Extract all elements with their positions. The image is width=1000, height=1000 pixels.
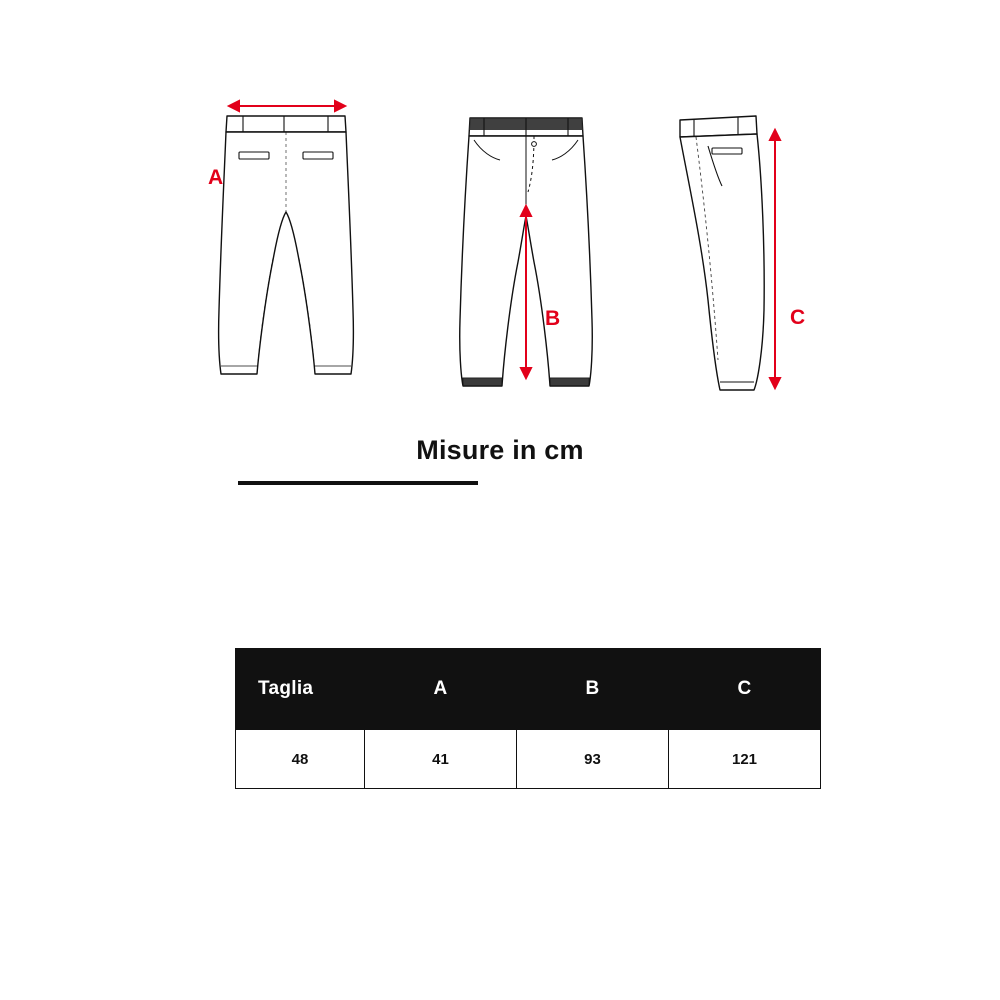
- measure-label-c: C: [790, 306, 806, 329]
- size-table-body: [236, 730, 821, 789]
- caption-underline: [238, 481, 478, 485]
- trousers-back-view: [185, 60, 385, 390]
- measurement-diagram: [0, 60, 1000, 420]
- trousers-front-illustration: [430, 60, 620, 400]
- column-header-b: B: [517, 649, 669, 730]
- column-header-c: C: [669, 649, 821, 730]
- caption-measures-in-cm: Misure in cm: [416, 435, 584, 465]
- measure-arrow-a: [229, 101, 345, 111]
- table-row: [236, 730, 821, 789]
- measure-arrow-c: [770, 130, 780, 388]
- measure-label-a: A: [208, 166, 224, 189]
- cell-b: 93: [517, 730, 669, 789]
- measure-label-b: B: [545, 307, 561, 330]
- trousers-back-illustration: [185, 60, 385, 390]
- size-table-head: [236, 649, 821, 730]
- table-header-row: [236, 649, 821, 730]
- cell-a: 41: [365, 730, 517, 789]
- trousers-side-illustration: [650, 60, 840, 400]
- trousers-front-view: [430, 60, 620, 400]
- column-header-taglia: Taglia: [236, 649, 365, 730]
- column-header-a: A: [365, 649, 517, 730]
- trousers-side-view: [650, 60, 840, 400]
- size-table: [235, 648, 821, 789]
- cell-taglia: 48: [236, 730, 365, 789]
- cell-c: 121: [669, 730, 821, 789]
